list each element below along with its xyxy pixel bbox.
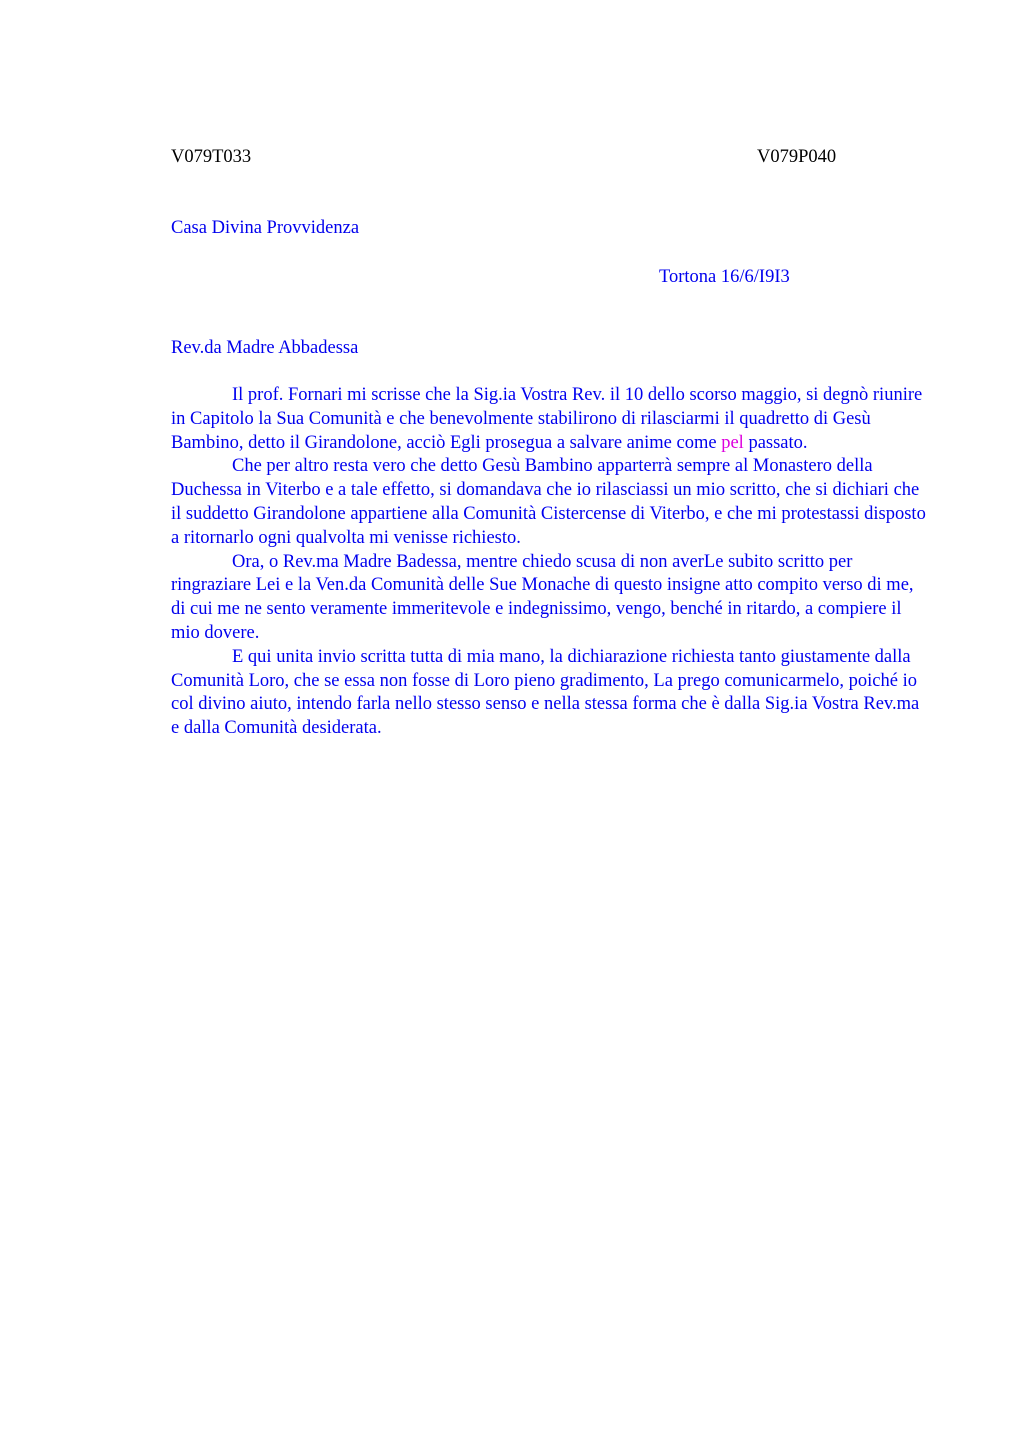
paragraph-2: Che per altro resta vero che detto Gesù Bambino apparterrà sempre al Monastero della Duchessa in Viterbo e a tale effetto, si domandava che io rilasciassi un mio scritto, che si dichiari che il suddetto Girandolone appartiene alla Comunità Cistercense di Viterbo, e che mi protestassi disposto a ritornarlo ogni qualvolta mi venisse richiesto.	[171, 456, 926, 548]
paragraph-1-text-end: passato.	[743, 432, 808, 453]
paragraph-4: E qui unita invio scritta tutta di mia mano, la dichiarazione richiesta tanto giustamente dalla Comunità Loro, che se essa non fosse di Loro pieno gradimento, La prego comunicarmelo, poiché io col divino aiuto, intendo farla nello stesso senso e nella stessa forma che è dalla Sig.ia Vostra Rev.ma e dalla Comunità desiderata.	[171, 646, 920, 739]
paragraph-1	[171, 384, 931, 455]
highlighted-word: pel	[721, 432, 744, 453]
paragraph-3: Ora, o Rev.ma Madre Badessa, mentre chiedo scusa di non averLe subito scritto per ringraziare Lei e la Ven.da Comunità delle Sue Monache di questo insigne atto compito verso di me, di cui me ne sento veramente immeritevole e indegnissimo, vengo, benché in ritardo, a compiere il mio dovere.	[171, 551, 914, 643]
reference-code-left: V079T033	[171, 147, 252, 167]
sender-heading: Casa Divina Provvidenza	[171, 218, 360, 238]
paragraph-1-text-start: Il prof. Fornari mi scrisse che la Sig.ia Vostra Rev. il 10 dello scorso maggio, si degnò riunire in Capitolo la Sua Comunità e che benevolmente stabilirono di rilasciarmi il quadretto di Gesù Bambino, detto il Girandolone, acciò Egli prosegua a salvare anime come	[171, 385, 923, 453]
reference-code-right: V079P040	[757, 147, 837, 167]
salutation: Rev.da Madre Abbadessa	[171, 338, 359, 358]
place-date: Tortona 16/6/I9I3	[659, 267, 790, 287]
letter-body	[171, 384, 931, 741]
